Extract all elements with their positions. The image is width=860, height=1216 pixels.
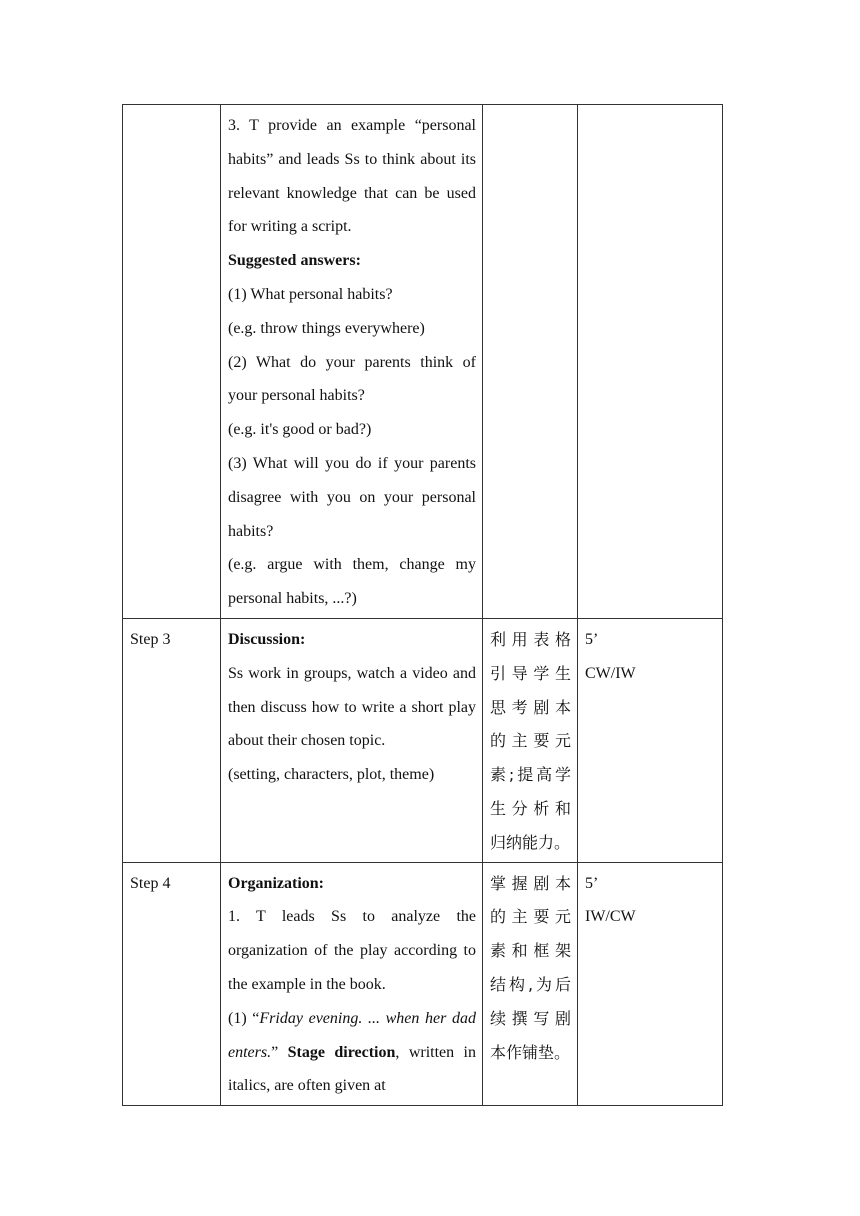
purpose-line: 的主要元 xyxy=(490,907,571,927)
time-mode-cell xyxy=(578,862,723,1106)
purpose-line: 素;提高学 xyxy=(490,765,571,785)
purpose-line: 利用表格 xyxy=(490,629,571,649)
purpose-line: 本作铺垫。 xyxy=(490,1042,571,1062)
step-cell: Step 3 xyxy=(123,618,221,862)
purpose-cell xyxy=(483,618,578,862)
procedure-cell xyxy=(221,618,483,862)
procedure-cell xyxy=(221,105,483,619)
procedure-text: 3. T provide an example “personal habits” and leads Ss to think about its relevant knowledge that can be used for writing a script. xyxy=(228,117,476,236)
step-cell: Step 4 xyxy=(123,862,221,1106)
italic-quote: Friday evening. ... when her dad enters. xyxy=(228,1009,476,1061)
table-row xyxy=(123,105,723,619)
answer-line: (e.g. argue with them, change my personal habits, ...?) xyxy=(228,556,476,608)
purpose-line: 续撰写剧 xyxy=(490,1008,571,1028)
quote-close: ” xyxy=(271,1043,288,1061)
procedure-cell xyxy=(221,862,483,1106)
answer-line: (e.g. throw things everywhere) xyxy=(228,319,425,337)
answer-line: (e.g. it's good or bad?) xyxy=(228,421,372,439)
time-value: 5’ xyxy=(585,630,599,648)
purpose-line: 掌握剧本 xyxy=(490,873,571,893)
question-line: (2) What do your parents think of your personal habits? xyxy=(228,353,476,405)
section-heading: Organization: xyxy=(228,874,324,892)
stage-direction-text xyxy=(228,1002,476,1103)
question-line: (1) What personal habits? xyxy=(228,285,393,303)
table-row xyxy=(123,618,723,862)
stage-direction-tail: , written in italics, are often given at xyxy=(228,1043,476,1095)
purpose-line: 素和框架 xyxy=(490,941,571,961)
section-heading: Discussion: xyxy=(228,630,306,648)
step-cell xyxy=(123,105,221,619)
table-row xyxy=(123,862,723,1106)
purpose-cell xyxy=(483,105,578,619)
lesson-plan-table xyxy=(122,104,723,1106)
quote-open: (1) “ xyxy=(228,1009,260,1027)
procedure-text: Ss work in groups, watch a video and then discuss how to write a short play about their chosen topic. xyxy=(228,664,476,750)
suggested-answers-heading: Suggested answers: xyxy=(228,252,361,270)
purpose-line: 生分析和 xyxy=(490,798,571,818)
purpose-line: 思考剧本 xyxy=(490,697,571,717)
mode-value: IW/CW xyxy=(585,908,636,926)
purpose-line: 归纳能力。 xyxy=(490,832,571,852)
purpose-line: 引导学生 xyxy=(490,663,571,683)
mode-value: CW/IW xyxy=(585,664,636,682)
purpose-line: 的主要元 xyxy=(490,731,571,751)
time-value: 5’ xyxy=(585,874,599,892)
purpose-cell xyxy=(483,862,578,1106)
time-mode-cell xyxy=(578,105,723,619)
stage-direction-term: Stage direction xyxy=(287,1043,396,1061)
purpose-line: 结构,为后 xyxy=(490,974,571,994)
procedure-text: 1. T leads Ss to analyze the organization of the play according to the example in the book. xyxy=(228,908,476,993)
question-line: (3) What will you do if your parents disagree with you on your personal habits? xyxy=(228,454,476,540)
procedure-note: (setting, characters, plot, theme) xyxy=(228,766,435,784)
time-mode-cell xyxy=(578,618,723,862)
